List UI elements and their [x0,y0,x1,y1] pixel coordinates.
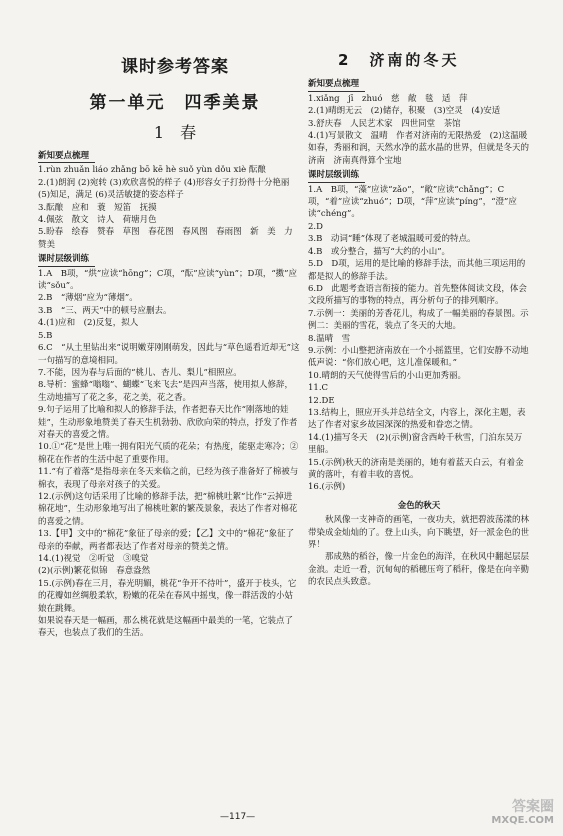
answer-line: 如果说春天是一幅画，那么桃花就是这幅画中最美的一笔，它装点了春天，也装点了我们的生活。 [38,616,294,639]
answer-line: 5.盼春 绘春 赞春 草图 春花图 春风图 春雨图 新 美 力 赞美 [38,227,302,250]
answer-line: (2)(示例)繁花似锦 春意盎然 [38,566,151,577]
lesson-title: 1 春 [153,123,197,142]
answer-line: 3.舒庆春 人民艺术家 四世同堂 茶馆 [308,118,461,129]
answer-line: 5.B [38,330,53,341]
answer-line: 6.C “从土里钻出来”说明嫩芽刚刚萌发，因此与“草色遥看近却无”这一句描写的意境相同。 [38,343,300,366]
answer-line: 1.rùn zhuǎn liáo zhǎng bō kē hè suǒ yùn dǒu xiè 酝酿 [38,165,266,176]
answer-line: 16.(示例) [308,482,346,493]
essay-paragraph: 秋风像一支神奇的画笔，一夜功夫，就把碧波荡漾的林带染成金灿灿的了。登上山头，向下眺望，好一派金色的世界！ [308,515,530,551]
answer-line: 4.B 或分整合，描写“大约的小山”。 [308,246,451,257]
answer-line: 10.晴朗的天气使得雪后的小山更加秀丽。 [308,370,467,381]
left-column [38,148,300,640]
lesson2-title: 2 济南的冬天 [338,51,460,69]
answer-line: 8.导析：蜜蜂“嗡嗡”、蝴蝶“飞来飞去”是四声当落，使用拟人修辞，生动地描写了花之多，花之美，花之香。 [38,380,293,403]
answer-line: 3.B “三、两天”中的顿号应删去。 [38,305,172,316]
answer-line: 8.温晴 雪 [308,333,351,344]
answer-line: 3.酝酿 应和 蓑 短笛 抚摸 [38,202,157,213]
answer-line: 13.【甲】文中的“棉花”象征了母亲的爱；【乙】文中的“棉花”象征了母亲的奉献，两者都表达了作者对母亲的赞美之情。 [38,529,295,552]
answer-line: 4.(1)应和 (2)反复，拟人 [38,318,139,329]
answer-line: 2.(1)晴朗无云 (2)储存，积聚 (3)空灵 (4)安适 [308,106,501,117]
answer-line: 14.(1)视觉 ②听觉 ③嗅觉 [38,554,149,564]
right-column [308,48,530,589]
answer-line: 11.C [308,383,329,394]
answer-line: 4.(1)写景散文 温晴 作者对济南的无限热爱 (2)这温暖如春，秀丽和润，天然水净的蓝水晶的世界，但就是冬天的济南 济南真得算个宝地 [308,131,530,166]
answer-line: 12.(示例)这句话采用了比喻的修辞手法，把“棉桃吐絮”比作“云掉进棉花地”，生动形象地写出了棉桃吐絮的繁茂景象，表达了作者对棉花的喜爱之情。 [38,491,298,527]
answer-line: 2.D [308,221,323,232]
answer-line: 4.佩弦 散文 诗人 荷塘月色 [38,215,157,226]
answer-line: 11.“有了着落”是指母亲在冬天来临之前，已经为孩子准备好了棉被与棉衣，表现了母亲对孩子的关爱。 [38,467,299,490]
section-heading: 课时层级训练 [308,169,365,182]
answer-line: 15.(示例)秋天的济南是美丽的，她有着蓝天白云，有着金黄的落叶，有着丰收的喜悦。 [308,457,524,480]
section-heading: 新知要点梳理 [308,78,365,91]
answer-line: 9.示例：小山整把济南放在一个小摇篮里，它们安静不动地低声说：“你们放心吧，这儿准保暖和。” [308,345,529,369]
answer-line: 14.(1)描写冬天 (2)(示例)窗含西岭千秋雪，门泊东吴万里船。 [308,432,523,456]
answer-line: 12.DE [308,395,335,406]
unit-title: 第一单元 四季美景 [89,93,261,113]
watermark-url: MXQE.COM [491,815,554,826]
essay-title: 金色的秋天 [397,500,441,511]
section-heading: 新知要点梳理 [38,150,95,163]
answer-line: 3.B 动词“睡”体现了老城温暖可爱的特点。 [308,234,476,245]
watermark-text: 答案圈 [512,799,554,815]
page-title: 课时参考答案 [121,57,229,77]
answer-line: 2.(1)朗润 (2)宛转 (3)欢欣喜悦的样子 (4)形容女子打扮得十分艳丽 (5)知足，满足 (6)灵活敏捷的姿态样子 [38,177,290,201]
answer-line: 15.(示例)春在三月，春光明媚，桃花“争开不待叶”，盛开于枝头，它的花瓣如丝绸般柔软，粉嫩的花朵在春风中摇曳，像一群活泼的小姑娘在跳舞。 [38,578,297,614]
essay-paragraph: 那成熟的稻谷，像一片金色的海洋，在秋风中翻起层层金浪。走近一看，沉甸甸的稻穗压弯了稻秆，像是在向辛勤的农民点头致意。 [308,552,530,588]
section-heading: 课时层级训练 [38,253,95,266]
answer-line: 6.D 此题考查语言衔接的能力。首先整体阅读文段，体会文段所描写的事物的特点，再分析句子的排列顺序。 [308,283,527,307]
answer-line: 1.xiǎng jī zhuó 慈 敞 毯 适 萍 [308,93,468,104]
answer-line: 7.不能，因为春与后面的“桃儿、杏儿、梨儿”相照应。 [38,367,242,378]
answer-line: 10.①“花”是世上唯一拥有阳光气质的花朵；有热度，能驱走寒冷；②棉花在作者的生活中起了重要作用。 [38,442,299,465]
answer-line: 1.A B项，“烘”应读“hōng”；C项，“酝”应读“yùn”；D项，“擞”应读“sǒu”。 [38,268,298,292]
answer-line: 1.A B项，“藻”应读“zǎo”，“敞”应读“chǎng”；C项，“着”应读“zhuó”；D项，“萍”应读“píng”，“澄”应读“chéng”。 [308,184,517,220]
answer-line: 2.B “薄烟”应为“薄烟”。 [38,293,138,304]
answer-line: 9.句子运用了比喻和拟人的修辞手法，作者把春天比作“刚落地的娃娃”，生动形象地赞美了春天生机勃勃、欣欣向荣的特点，抒发了作者对春天的喜爱之情。 [38,405,298,440]
answer-line: 13.结构上，照应开头并总结全文，内容上，深化主题，表达了作者对家乡故园深深的热爱和眷恋之情。 [308,407,526,431]
answer-line: 7.示例一：美丽的芳香花儿，构成了一幅美丽的春景图。示例二：美丽的雪花，装点了冬天的大地。 [308,308,529,332]
watermark-logo [470,800,554,830]
answer-line: 5.D D项，运用的是比喻的修辞手法，而其他三项运用的都是拟人的修辞手法。 [308,259,526,282]
page-number: —117— [220,812,256,822]
